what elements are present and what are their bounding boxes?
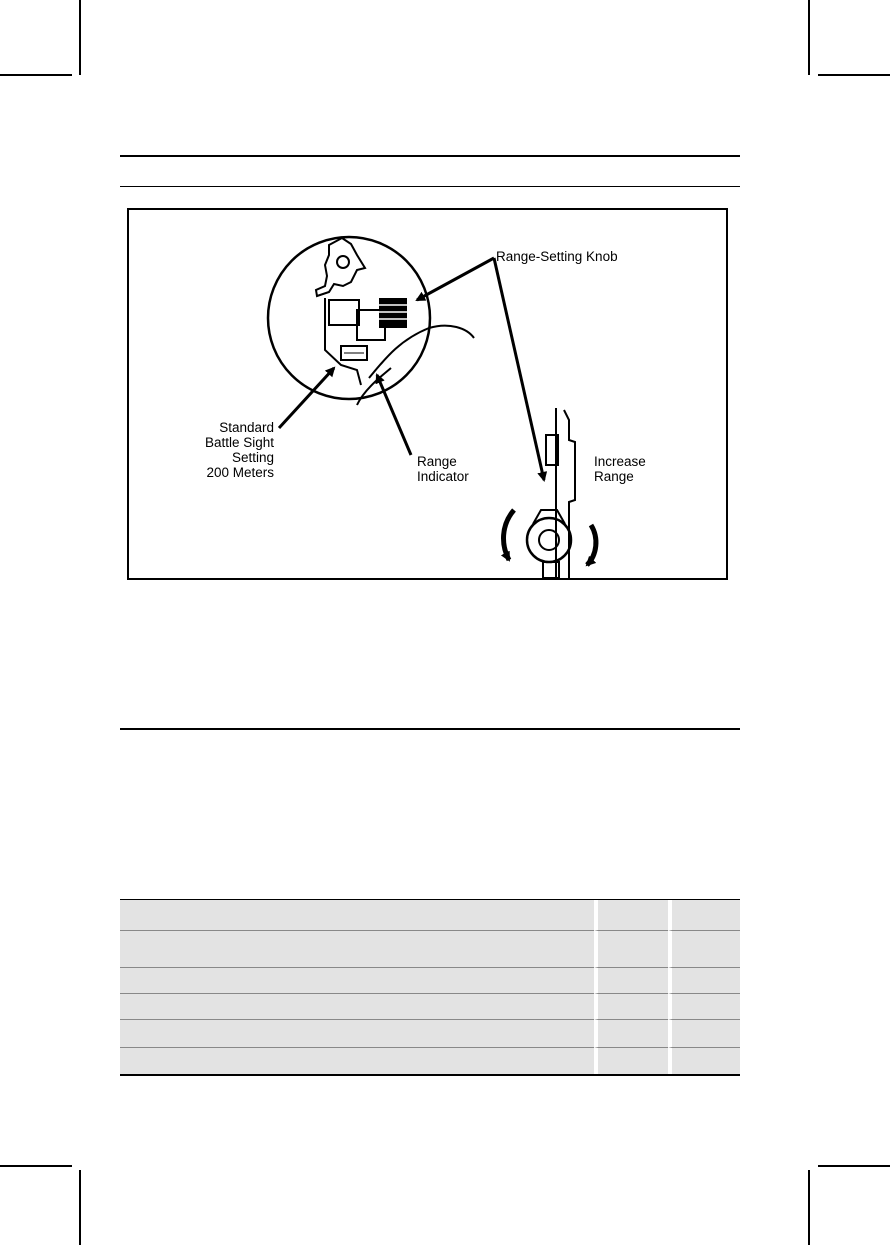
table-row [120, 1048, 740, 1074]
crop-mark-bottom-left-h [0, 1165, 72, 1167]
label-line-2: Indicator [417, 469, 469, 484]
table-cell [594, 1020, 668, 1048]
rear-sight-illustration [129, 210, 730, 582]
label-range-indicator [417, 454, 469, 484]
table-row [120, 994, 740, 1020]
table-cell [120, 1048, 594, 1074]
header-rule-bottom [120, 186, 740, 187]
label-line-1: Standard [219, 420, 274, 435]
table-cell [668, 1020, 740, 1048]
crop-mark-top-left-h [0, 74, 72, 76]
label-standard-battle-sight [194, 420, 274, 480]
table-cell [594, 994, 668, 1020]
table-cell [668, 931, 740, 968]
crop-mark-top-right-h [818, 74, 890, 76]
label-line-4: 200 Meters [206, 465, 274, 480]
table-cell [594, 900, 668, 931]
table-row [120, 968, 740, 994]
crop-mark-bottom-right-h [818, 1165, 890, 1167]
table-cell [668, 994, 740, 1020]
table-cell [594, 968, 668, 994]
header-rule-top [120, 155, 740, 157]
table-cell [668, 1048, 740, 1074]
label-line-2: Range [594, 469, 634, 484]
table-row [120, 1020, 740, 1048]
table-cell [594, 1048, 668, 1074]
table-row [120, 931, 740, 968]
label-line-3: Setting [231, 450, 274, 465]
data-table [120, 899, 740, 1076]
table-cell [668, 900, 740, 931]
crop-mark-top-right-v [808, 0, 810, 75]
label-line-1: Increase [594, 454, 646, 469]
table-cell [120, 968, 594, 994]
table-cell [594, 931, 668, 968]
table-cell [120, 931, 594, 968]
section-rule [120, 728, 740, 730]
table-row [120, 900, 740, 931]
table-cell [668, 968, 740, 994]
crop-mark-top-left-v [79, 0, 81, 75]
table-cell [120, 994, 594, 1020]
label-range-setting-knob [496, 249, 618, 264]
crop-mark-bottom-right-v [808, 1170, 810, 1245]
label-line-2: Battle Sight [204, 435, 274, 450]
label-range-setting-knob-text: Range-Setting Knob [496, 249, 618, 264]
label-increase-range [594, 454, 646, 484]
label-line-1: Range [417, 454, 457, 469]
table-cell [120, 1020, 594, 1048]
crop-mark-bottom-left-v [79, 1170, 81, 1245]
table-cell [120, 900, 594, 931]
rear-sight-figure [127, 208, 728, 580]
